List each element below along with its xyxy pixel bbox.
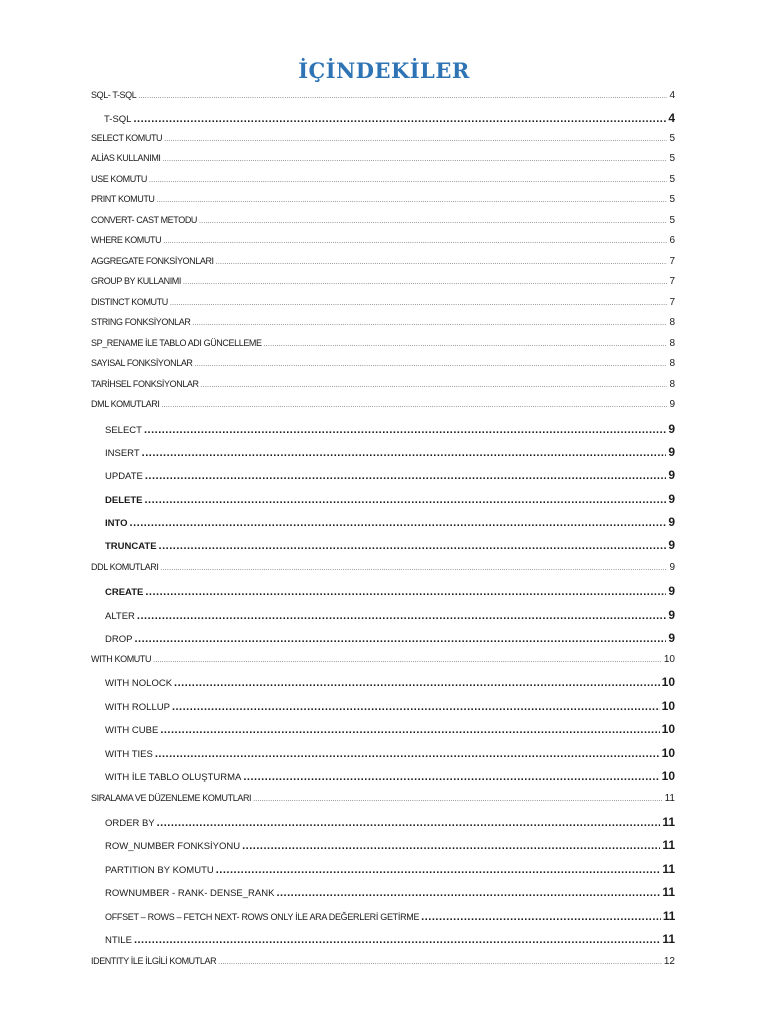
toc-title: İÇİNDEKİLER: [298, 58, 470, 83]
toc-entry-label: GROUP BY KULLANIMI: [91, 276, 181, 286]
toc-entry[interactable]: [105, 468, 675, 482]
toc-entry[interactable]: [91, 562, 675, 573]
toc-entry-page: 9: [668, 538, 675, 552]
toc-entry[interactable]: [105, 885, 675, 899]
toc-entry-page: 9: [668, 468, 675, 482]
toc-entry-label: WHERE KOMUTU: [91, 235, 162, 245]
toc-entry[interactable]: [105, 862, 675, 876]
toc-entry-page: 7: [669, 297, 675, 308]
dot-leader: [144, 494, 666, 506]
dot-leader: [253, 796, 662, 803]
toc-entry-page: 6: [669, 235, 675, 246]
toc-entry[interactable]: [105, 746, 675, 760]
toc-entry[interactable]: [91, 235, 675, 246]
toc-entry-label: CREATE: [105, 587, 144, 598]
dot-leader: [276, 887, 660, 899]
toc-entry-page: 8: [669, 379, 675, 390]
dot-leader: [144, 424, 666, 436]
toc-entry[interactable]: [91, 215, 675, 226]
toc-entry[interactable]: [105, 422, 675, 436]
dot-leader: [192, 320, 667, 327]
toc-entry-page: 11: [662, 815, 675, 829]
toc-entry-page: 9: [668, 608, 675, 622]
toc-entry-label: ALTER: [105, 611, 135, 622]
toc-entry-label: WITH TIES: [105, 749, 153, 760]
dot-leader: [183, 279, 667, 286]
dot-leader: [170, 300, 668, 307]
toc-entry[interactable]: [91, 276, 675, 287]
toc-entry-label: USE KOMUTU: [91, 174, 148, 184]
toc-entry-label: NTILE: [105, 935, 132, 946]
toc-entry[interactable]: [105, 909, 675, 923]
toc-entry-label: SELECT KOMUTU: [91, 133, 163, 143]
dot-leader: [149, 177, 667, 184]
toc-entry-page: 10: [661, 675, 675, 689]
toc-entry-page: 11: [662, 862, 675, 876]
dot-leader: [163, 238, 667, 245]
dot-leader: [137, 610, 666, 622]
toc-entry[interactable]: [91, 379, 675, 390]
toc-entry[interactable]: [91, 174, 675, 185]
toc-entry-page: 4: [669, 90, 675, 101]
dot-leader: [155, 748, 660, 760]
toc-entry-label: INSERT: [105, 448, 140, 459]
toc-entry[interactable]: [105, 699, 675, 713]
toc-entry-page: 7: [669, 256, 675, 267]
dot-leader: [164, 136, 667, 143]
toc-entry-page: 9: [668, 492, 675, 506]
toc-entry[interactable]: [91, 358, 675, 369]
dot-leader: [174, 677, 660, 689]
toc-entry-page: 11: [662, 909, 675, 923]
toc-entry-page: 9: [669, 399, 675, 410]
toc-entry-label: WITH ROLLUP: [105, 702, 170, 713]
dot-leader: [172, 701, 660, 713]
toc-entry-page: 8: [669, 317, 675, 328]
dot-leader: [138, 93, 667, 100]
dot-leader: [145, 586, 666, 598]
toc-entry[interactable]: [105, 515, 675, 529]
toc-entry[interactable]: [105, 815, 675, 829]
dot-leader: [134, 934, 660, 946]
toc-entry-label: UPDATE: [105, 471, 143, 482]
dot-leader: [264, 341, 668, 348]
toc-entry-page: 9: [668, 584, 675, 598]
toc-entry[interactable]: [105, 608, 675, 622]
dot-leader: [157, 197, 668, 204]
dot-leader: [195, 361, 668, 368]
toc-entry-label: T-SQL: [104, 114, 132, 125]
toc-entry[interactable]: [105, 769, 675, 783]
toc-entry-label: SP_RENAME İLE TABLO ADI GÜNCELLEME: [91, 338, 262, 348]
toc-entry[interactable]: [105, 445, 675, 459]
toc-entry-label: SELECT: [105, 425, 142, 436]
toc-entry[interactable]: [104, 111, 675, 125]
toc-entry-page: 11: [662, 838, 675, 852]
toc-entry-page: 5: [669, 215, 675, 226]
dot-leader: [163, 156, 668, 163]
toc-entry[interactable]: [91, 338, 675, 349]
toc-entry-page: 11: [664, 793, 675, 804]
dot-leader: [242, 840, 660, 852]
toc-entry-page: 9: [668, 631, 675, 645]
toc-entry-label: DDL KOMUTLARI: [91, 562, 159, 572]
toc-entry-page: 7: [669, 276, 675, 287]
dot-leader: [243, 771, 659, 783]
toc-entry-page: 11: [662, 885, 675, 899]
toc-entry[interactable]: [91, 297, 675, 308]
dot-leader: [216, 864, 661, 876]
toc-entry-label: STRING FONKSİYONLAR: [91, 317, 191, 327]
toc-entry-label: ROWNUMBER - RANK- DENSE_RANK: [105, 888, 275, 899]
toc-entry-label: TRUNCATE: [105, 541, 157, 552]
dot-leader: [130, 517, 667, 529]
toc-entry-label: WITH İLE TABLO OLUŞTURMA: [105, 772, 242, 783]
toc-entry[interactable]: [91, 793, 675, 804]
toc-entry[interactable]: [91, 956, 675, 967]
toc-entry-page: 5: [669, 194, 675, 205]
toc-entry[interactable]: [105, 538, 675, 552]
toc-entry-page: 5: [669, 153, 675, 164]
toc-entry-label: INTO: [105, 518, 128, 529]
toc-entry-page: 4: [668, 111, 675, 125]
toc-entry-page: 10: [661, 699, 675, 713]
dot-leader: [153, 657, 662, 664]
toc-entry-page: 10: [661, 769, 675, 783]
toc-entry-page: 8: [669, 358, 675, 369]
dot-leader: [142, 447, 667, 459]
toc-entry-label: WITH NOLOCK: [105, 678, 173, 689]
toc-entry[interactable]: [91, 317, 675, 328]
toc-entry-label: WITH KOMUTU: [91, 654, 152, 664]
dot-leader: [421, 911, 661, 923]
toc-entry-label: DROP: [105, 634, 133, 645]
toc-entry-label: ORDER BY: [105, 818, 155, 829]
dot-leader: [218, 959, 662, 966]
toc-entry-page: 5: [669, 133, 675, 144]
toc-entry-label: AGGREGATE FONKSİYONLARI: [91, 256, 214, 266]
dot-leader: [160, 724, 659, 736]
toc-entry[interactable]: [91, 90, 675, 101]
dot-leader: [159, 540, 667, 552]
toc-entry-page: 9: [668, 445, 675, 459]
toc-entry-label: DELETE: [105, 495, 143, 506]
toc-entry-page: 9: [668, 515, 675, 529]
toc-entry-label: SQL- T-SQL: [91, 90, 137, 100]
toc-entry-label: SIRALAMA VE DÜZENLEME KOMUTLARI: [91, 793, 252, 803]
toc-entry-label: DML KOMUTLARI: [91, 399, 160, 409]
toc-entry[interactable]: [105, 722, 675, 736]
toc-entry-label: ALİAS KULLANIMI: [91, 153, 161, 163]
toc-entry-page: 10: [663, 654, 675, 665]
toc-entry-page: 10: [661, 746, 675, 760]
toc-entry-label: DISTINCT KOMUTU: [91, 297, 168, 307]
toc-entry-label: IDENTITY İLE İLGİLİ KOMUTLAR: [91, 956, 217, 966]
toc-entry-page: 8: [669, 338, 675, 349]
toc-entry[interactable]: [91, 194, 675, 205]
dot-leader: [157, 817, 661, 829]
dot-leader: [216, 259, 668, 266]
toc-entry-page: 9: [669, 562, 675, 573]
toc-entry[interactable]: [105, 492, 675, 506]
toc-entry-page: 9: [668, 422, 675, 436]
dot-leader: [199, 218, 667, 225]
toc-entry[interactable]: [91, 153, 675, 164]
toc-entry-label: PRINT KOMUTU: [91, 194, 155, 204]
toc-entry[interactable]: [105, 675, 675, 689]
toc-entry[interactable]: [91, 399, 675, 410]
toc-entry[interactable]: [105, 631, 675, 645]
toc-entry-label: OFFSET – ROWS – FETCH NEXT- ROWS ONLY İLE ARA DEĞERLERİ GETİRME: [105, 912, 420, 922]
toc-entry[interactable]: [105, 932, 675, 946]
toc-entry-page: 12: [663, 956, 675, 967]
toc-entry-label: ROW_NUMBER FONKSİYONU: [105, 841, 241, 852]
toc-entry[interactable]: [105, 838, 675, 852]
toc-entry-label: CONVERT- CAST METODU: [91, 215, 198, 225]
dot-leader: [161, 402, 667, 409]
dot-leader: [145, 470, 666, 482]
toc-entry-label: TARİHSEL FONKSİYONLAR: [91, 379, 199, 389]
toc-entry[interactable]: [105, 584, 675, 598]
toc-entry-page: 11: [662, 932, 675, 946]
toc-entry-label: WITH CUBE: [105, 725, 159, 736]
dot-leader: [134, 633, 666, 645]
dot-leader: [160, 565, 667, 572]
toc-entry-page: 5: [669, 174, 675, 185]
toc-entry-label: PARTITION BY KOMUTU: [105, 865, 214, 876]
toc-entry[interactable]: [91, 256, 675, 267]
toc-entry[interactable]: [91, 133, 675, 144]
toc-entry-page: 10: [661, 722, 675, 736]
toc-entry-label: SAYISAL FONKSİYONLAR: [91, 358, 193, 368]
dot-leader: [133, 113, 666, 125]
dot-leader: [201, 382, 668, 389]
toc-entry[interactable]: [91, 654, 675, 665]
